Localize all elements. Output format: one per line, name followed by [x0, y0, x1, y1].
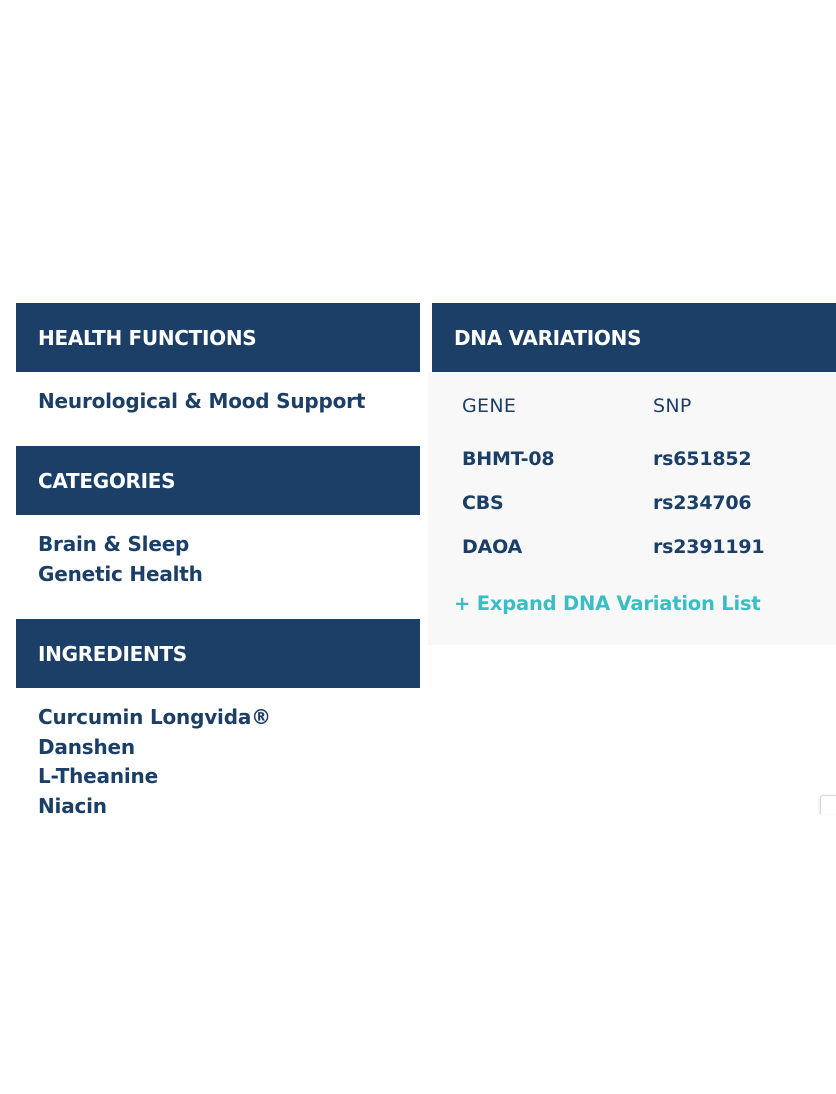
expand-dna-variation-list-link[interactable]: + Expand DNA Variation List [454, 592, 761, 615]
ingredients-header: INGREDIENTS [16, 619, 420, 688]
health-function-link[interactable]: Neurological & Mood Support [38, 389, 366, 413]
categories-list [38, 530, 203, 589]
category-link-genetic-health[interactable]: Genetic Health [38, 561, 203, 586]
table-row [462, 525, 764, 569]
category-link-brain-sleep[interactable]: Brain & Sleep [38, 532, 190, 556]
table-row [462, 437, 764, 481]
snp-column-header: SNP [653, 395, 692, 417]
floating-widget-tab[interactable] [820, 795, 836, 814]
ingredients-list [38, 703, 271, 821]
table-row [462, 481, 764, 525]
health-functions-header: HEALTH FUNCTIONS [16, 303, 420, 372]
dna-table-header-row [462, 392, 764, 437]
snp-cell: rs2391191 [653, 536, 765, 558]
ingredient-link-l-theanine[interactable]: L-Theanine [38, 764, 158, 788]
snp-cell: rs234706 [653, 492, 752, 514]
dna-variations-table [462, 392, 764, 569]
dna-variations-header: DNA VARIATIONS [432, 303, 836, 372]
categories-header: CATEGORIES [16, 446, 420, 515]
ingredient-link-danshen[interactable]: Danshen [38, 734, 135, 759]
snp-cell: rs651852 [653, 448, 752, 470]
gene-cell: BHMT-08 [462, 448, 555, 470]
gene-cell: DAOA [462, 536, 523, 558]
health-functions-list [38, 387, 365, 417]
gene-cell: CBS [462, 492, 504, 514]
ingredient-link-niacin[interactable]: Niacin [38, 793, 107, 818]
gene-column-header: GENE [462, 395, 517, 417]
ingredient-link-curcumin[interactable]: Curcumin Longvida® [38, 705, 271, 729]
